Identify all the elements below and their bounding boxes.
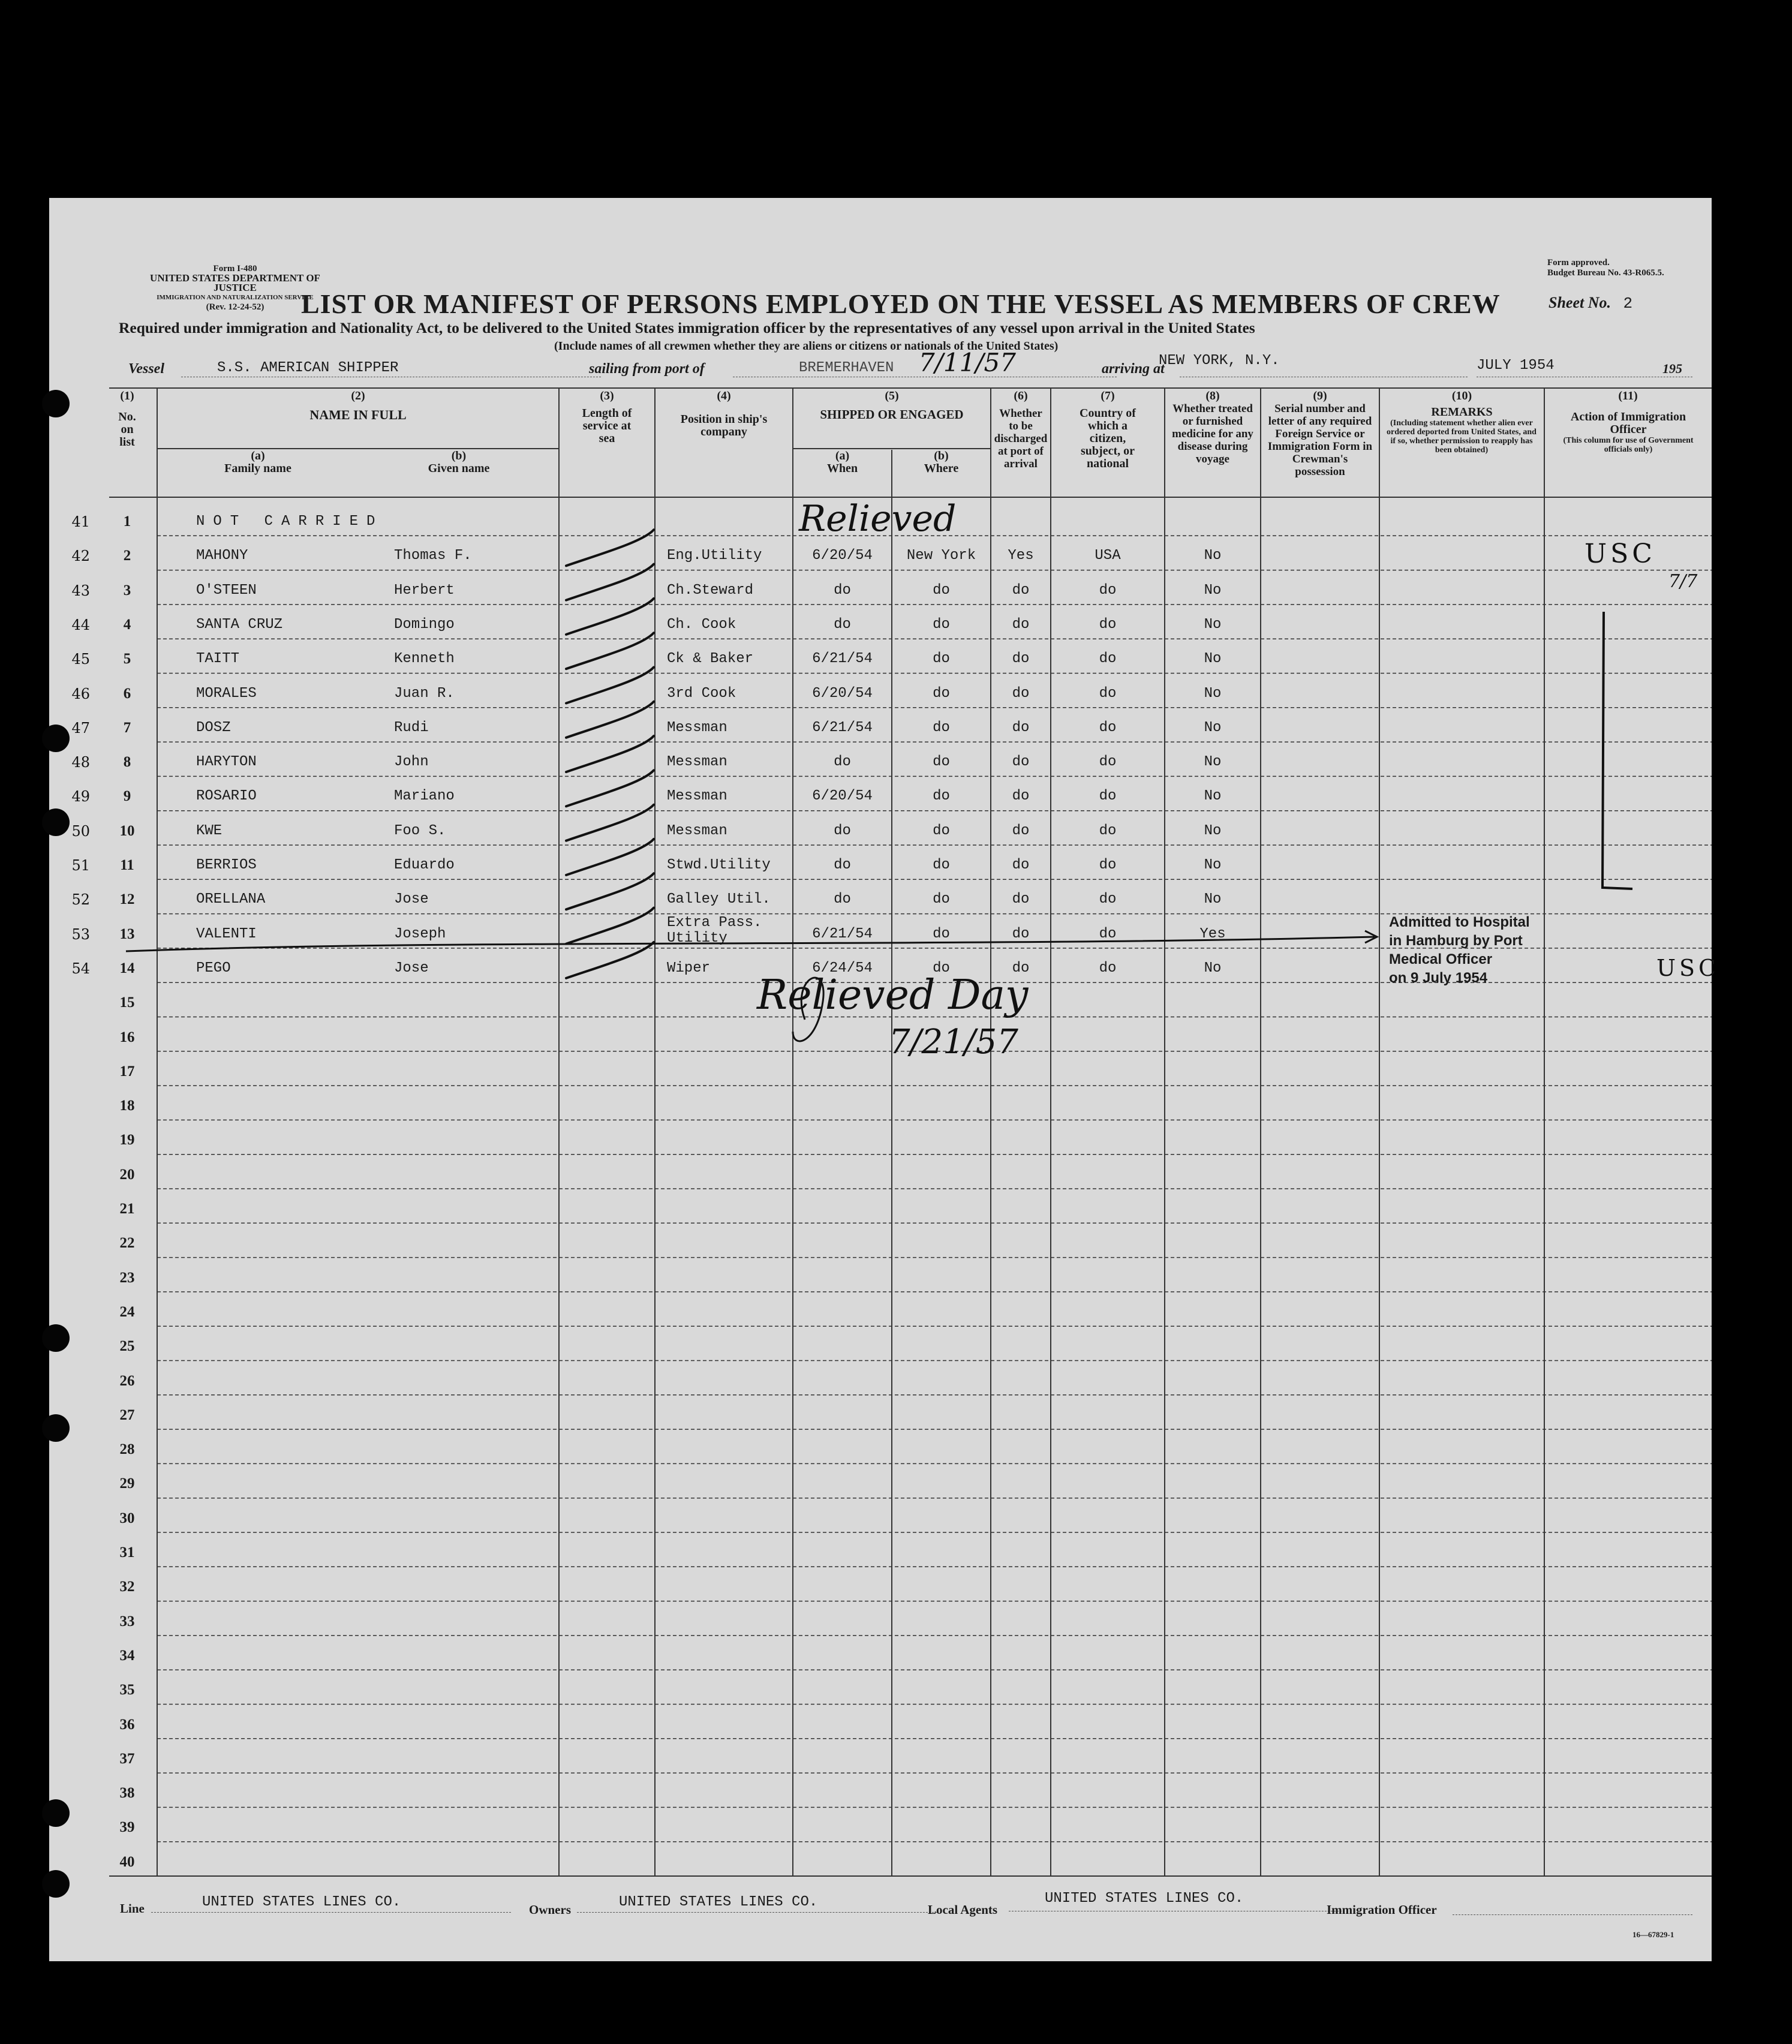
- treated: No: [1204, 616, 1222, 633]
- row-number: 16: [119, 1029, 135, 1045]
- position: Ch.Steward: [667, 582, 754, 599]
- col-4-header: (4) Position in ship's company: [680, 389, 768, 438]
- shipped-where: do: [933, 925, 950, 942]
- handwritten-row-number: 53: [71, 925, 90, 943]
- handwritten-row-number: 50: [71, 822, 90, 840]
- position: Wiper: [667, 960, 711, 976]
- row-number: 25: [119, 1338, 135, 1355]
- arriving-label: arriving at: [1102, 361, 1165, 377]
- form-title: LIST OR MANIFEST OF PERSONS EMPLOYED ON THE VESSEL AS MEMBERS OF CREW: [301, 288, 1501, 319]
- country: do: [1099, 857, 1117, 873]
- shipped-when: 6/21/54: [812, 719, 873, 736]
- shipped-when: 6/20/54: [812, 788, 873, 805]
- treated: No: [1204, 685, 1222, 702]
- col-2a-header: (a) Family name: [224, 449, 291, 475]
- shipped-when: do: [834, 616, 851, 633]
- row-number: 2: [123, 548, 131, 564]
- col-6-header: (6) Whether to be discharged at port of arrival: [994, 389, 1048, 470]
- shipped-where: do: [933, 754, 950, 771]
- handwritten-row-number: 47: [71, 719, 90, 737]
- given-name: Jose: [394, 960, 429, 976]
- family-name: DOSZ: [196, 719, 231, 736]
- row-number: 31: [119, 1544, 135, 1561]
- discharge: do: [1012, 822, 1030, 839]
- col-2-header: (2) NAME IN FULL: [309, 389, 407, 422]
- row-number: 30: [119, 1510, 135, 1526]
- row-number: 6: [123, 685, 131, 702]
- discharge: do: [1012, 754, 1030, 771]
- row-number: 29: [119, 1475, 135, 1492]
- row-number: 40: [119, 1853, 135, 1870]
- shipped-when: do: [834, 754, 851, 771]
- handwritten-row-number: 52: [71, 891, 90, 909]
- discharge: do: [1012, 616, 1030, 633]
- shipped-where: do: [933, 719, 950, 736]
- shipped-where: do: [933, 685, 950, 702]
- budget-bureau: Budget Bureau No. 43-R065.5.: [1547, 268, 1664, 278]
- position: Stwd.Utility: [667, 857, 771, 873]
- row-number: 22: [119, 1235, 135, 1252]
- treated: No: [1204, 651, 1222, 668]
- handwritten-relieved: Relieved: [799, 498, 957, 540]
- row-number: 9: [123, 788, 131, 805]
- shipped-where: do: [933, 960, 950, 976]
- service: IMMIGRATION AND NATURALIZATION SERVICE: [157, 294, 314, 301]
- country: do: [1099, 685, 1117, 702]
- family-name: HARYTON: [196, 754, 257, 771]
- row-number: 32: [119, 1579, 135, 1595]
- col-11-header: (11) Action of Immigration Officer (This column for use of Government officials only): [1563, 389, 1694, 454]
- treated: No: [1204, 960, 1222, 976]
- row-number: 3: [123, 582, 131, 599]
- position: Messman: [667, 754, 727, 771]
- col-5-header: (5) SHIPPED OR ENGAGED: [820, 389, 964, 422]
- handwritten-usc-2: USC: [1656, 955, 1720, 981]
- given-name: Thomas F.: [394, 548, 472, 564]
- row-number: 10: [119, 822, 135, 839]
- handwritten-signoff-date: 7/21/57: [889, 1023, 1018, 1062]
- family-name: MORALES: [196, 685, 257, 702]
- position: Eng.Utility: [667, 548, 762, 564]
- row-number: 39: [119, 1819, 135, 1836]
- country: do: [1099, 616, 1117, 633]
- handwritten-row-number: 49: [71, 788, 90, 805]
- family-name: TAITT: [196, 651, 240, 668]
- row-number: 21: [119, 1201, 135, 1217]
- row-number: 13: [119, 925, 135, 942]
- handwritten-row-number: 48: [71, 754, 90, 771]
- row-number: 8: [123, 754, 131, 771]
- sailing-port: BREMERHAVEN: [799, 360, 894, 376]
- row-number: 26: [119, 1372, 135, 1389]
- agents-label: Local Agents: [928, 1902, 998, 1917]
- treated: Yes: [1199, 925, 1226, 942]
- handwritten-row-number: 44: [71, 616, 90, 633]
- shipped-where: do: [933, 616, 950, 633]
- country: do: [1099, 719, 1117, 736]
- handwritten-row-number: 42: [71, 548, 90, 565]
- shipped-when: 6/20/54: [812, 685, 873, 702]
- discharge: do: [1012, 891, 1030, 908]
- discharge: do: [1012, 719, 1030, 736]
- shipped-where: New York: [906, 548, 976, 564]
- position: Messman: [667, 788, 727, 805]
- shipped-where: do: [933, 857, 950, 873]
- family-name: PEGO: [196, 960, 231, 976]
- row-number: 34: [119, 1647, 135, 1664]
- treated: No: [1204, 719, 1222, 736]
- given-name: Rudi: [394, 719, 429, 736]
- shipped-when: do: [834, 857, 851, 873]
- row-number: 15: [119, 994, 135, 1011]
- shipped-where: do: [933, 822, 950, 839]
- manifest-page: [49, 198, 1720, 1961]
- given-name: Herbert: [394, 582, 455, 599]
- vessel-label: Vessel: [128, 361, 164, 377]
- position: 3rd Cook: [667, 685, 736, 702]
- family-name: VALENTI: [196, 925, 257, 942]
- discharge: Yes: [1008, 548, 1034, 564]
- country: do: [1099, 788, 1117, 805]
- owners-value: UNITED STATES LINES CO.: [619, 1894, 818, 1910]
- col-5a-header: (a) When: [826, 449, 858, 475]
- handwritten-margin-mark: 7/7: [1668, 571, 1698, 592]
- footer-code: 16—67829-1: [1632, 1930, 1674, 1939]
- family-name: KWE: [196, 822, 223, 839]
- arriving-port: NEW YORK, N.Y.: [1159, 353, 1280, 369]
- sheet-number: 2: [1623, 294, 1633, 312]
- row-number: 20: [119, 1166, 135, 1183]
- shipped-when: do: [834, 582, 851, 599]
- handwritten-row-number: 51: [71, 857, 90, 874]
- shipped-where: do: [933, 891, 950, 908]
- given-name: Domingo: [394, 616, 455, 633]
- sheet-label: Sheet No.: [1549, 294, 1611, 311]
- row-number: 23: [119, 1269, 135, 1286]
- family-name: NOT CARRIED: [196, 513, 384, 530]
- form-number: Form I-480: [213, 264, 257, 273]
- col-5b-header: (b) Where: [924, 449, 959, 475]
- line-value: UNITED STATES LINES CO.: [202, 1894, 401, 1910]
- shipped-when: 6/21/54: [812, 651, 873, 668]
- country: do: [1099, 754, 1117, 771]
- given-name: Jose: [394, 891, 429, 908]
- shipped-where: do: [933, 788, 950, 805]
- country: do: [1099, 651, 1117, 668]
- family-name: ROSARIO: [196, 788, 257, 805]
- discharge: do: [1012, 651, 1030, 668]
- col-1-header: (1) No. on list: [118, 389, 136, 449]
- given-name: Foo S.: [394, 822, 446, 839]
- row-number: 28: [119, 1441, 135, 1458]
- discharge: do: [1012, 685, 1030, 702]
- position: Ck & Baker: [667, 651, 754, 668]
- remarks-hospital: Admitted to Hospital in Hamburg by Port Medical Officer on 9 July 1954: [1389, 914, 1530, 986]
- row-number: 35: [119, 1682, 135, 1699]
- position: Extra Pass. Utility: [667, 914, 762, 946]
- shipped-when: do: [834, 822, 851, 839]
- shipped-when: do: [834, 891, 851, 908]
- form-subtitle: Required under immigration and Nationality Act, to be delivered to the United States immigration officer by the representatives of any vessel upon arrival in the United States: [119, 319, 1255, 336]
- agents-value: UNITED STATES LINES CO.: [1045, 1890, 1244, 1907]
- col-2b-header: (b) Given name: [428, 449, 490, 475]
- treated: No: [1204, 754, 1222, 771]
- row-number: 4: [123, 616, 131, 633]
- family-name: MAHONY: [196, 548, 248, 564]
- row-number: 33: [119, 1613, 135, 1630]
- treated: No: [1204, 891, 1222, 908]
- owners-label: Owners: [529, 1902, 571, 1917]
- col-3-header: (3) Length of service at sea: [582, 389, 632, 445]
- discharge: do: [1012, 582, 1030, 599]
- position: Messman: [667, 719, 727, 736]
- discharge: do: [1012, 960, 1030, 976]
- row-number: 37: [119, 1750, 135, 1767]
- given-name: Joseph: [394, 925, 446, 942]
- family-name: ORELLANA: [196, 891, 266, 908]
- form-approved: Form approved.: [1547, 258, 1610, 267]
- row-number: 38: [119, 1785, 135, 1802]
- row-number: 11: [120, 857, 134, 873]
- handwritten-row-number: 45: [71, 651, 90, 668]
- handwritten-row-number: 43: [71, 582, 90, 599]
- treated: No: [1204, 857, 1222, 873]
- country: do: [1099, 925, 1117, 942]
- treated: No: [1204, 548, 1222, 564]
- col-10-header: (10) REMARKS (Including statement whether alien ever ordered deported from United States, and if so, whether permission to reapply has been obtained): [1387, 389, 1537, 455]
- row-number: 12: [119, 891, 135, 908]
- vessel-name: S.S. AMERICAN SHIPPER: [217, 360, 399, 376]
- position: Galley Util.: [667, 891, 771, 908]
- shipped-when: 6/24/54: [812, 960, 873, 976]
- country: USA: [1095, 548, 1121, 564]
- country: do: [1099, 891, 1117, 908]
- given-name: Mariano: [394, 788, 455, 805]
- row-number: 5: [123, 651, 131, 668]
- discharge: do: [1012, 925, 1030, 942]
- family-name: SANTA CRUZ: [196, 616, 283, 633]
- year-suffix: 195: [1662, 361, 1682, 376]
- discharge: do: [1012, 857, 1030, 873]
- line-label: Line: [120, 1901, 145, 1916]
- revision: (Rev. 12-24-52): [206, 302, 264, 312]
- row-number: 1: [123, 513, 131, 530]
- handwritten-row-number: 41: [71, 513, 90, 530]
- handwritten-row-number: 46: [71, 685, 90, 702]
- shipped-when: 6/21/54: [812, 925, 873, 942]
- row-number: 36: [119, 1716, 135, 1733]
- handwritten-signoff: Relieved Day: [757, 972, 1029, 1019]
- handwritten-row-number: 54: [71, 960, 90, 977]
- position: Ch. Cook: [667, 616, 736, 633]
- country: do: [1099, 960, 1117, 976]
- handwritten-usc: USC: [1584, 539, 1656, 569]
- arrival-date: JULY 1954: [1477, 357, 1555, 374]
- shipped-when: 6/20/54: [812, 548, 873, 564]
- treated: No: [1204, 788, 1222, 805]
- shipped-where: do: [933, 582, 950, 599]
- given-name: Juan R.: [394, 685, 455, 702]
- col-7-header: (7) Country of which a citizen, subject, or national: [1080, 389, 1136, 470]
- given-name: John: [394, 754, 429, 771]
- country: do: [1099, 582, 1117, 599]
- family-name: O'STEEN: [196, 582, 257, 599]
- shipped-where: do: [933, 651, 950, 668]
- row-number: 17: [119, 1063, 135, 1080]
- row-number: 27: [119, 1406, 135, 1423]
- discharge: do: [1012, 788, 1030, 805]
- treated: No: [1204, 822, 1222, 839]
- row-number: 14: [119, 960, 135, 976]
- form-note: (Include names of all crewmen whether they are aliens or citizens or nationals of the United States): [554, 339, 1059, 353]
- handwritten-sail-date: 7/11/57: [919, 348, 1016, 377]
- treated: No: [1204, 582, 1222, 599]
- position: Messman: [667, 822, 727, 839]
- given-name: Kenneth: [394, 651, 455, 668]
- row-number: 18: [119, 1098, 135, 1114]
- sailing-label: sailing from port of: [589, 361, 705, 377]
- family-name: BERRIOS: [196, 857, 257, 873]
- col-9-header: (9) Serial number and letter of any required Foreign Service or Immigration Form in Crewman's possession: [1267, 389, 1373, 478]
- row-number: 24: [119, 1303, 135, 1320]
- row-number: 7: [123, 719, 131, 736]
- row-number: 19: [119, 1132, 135, 1149]
- country: do: [1099, 822, 1117, 839]
- immigration-officer-label: Immigration Officer: [1327, 1902, 1437, 1917]
- col-8-header: (8) Whether treated or furnished medicine for any disease during voyage: [1172, 389, 1253, 465]
- department: UNITED STATES DEPARTMENT OF JUSTICE: [150, 272, 320, 293]
- given-name: Eduardo: [394, 857, 455, 873]
